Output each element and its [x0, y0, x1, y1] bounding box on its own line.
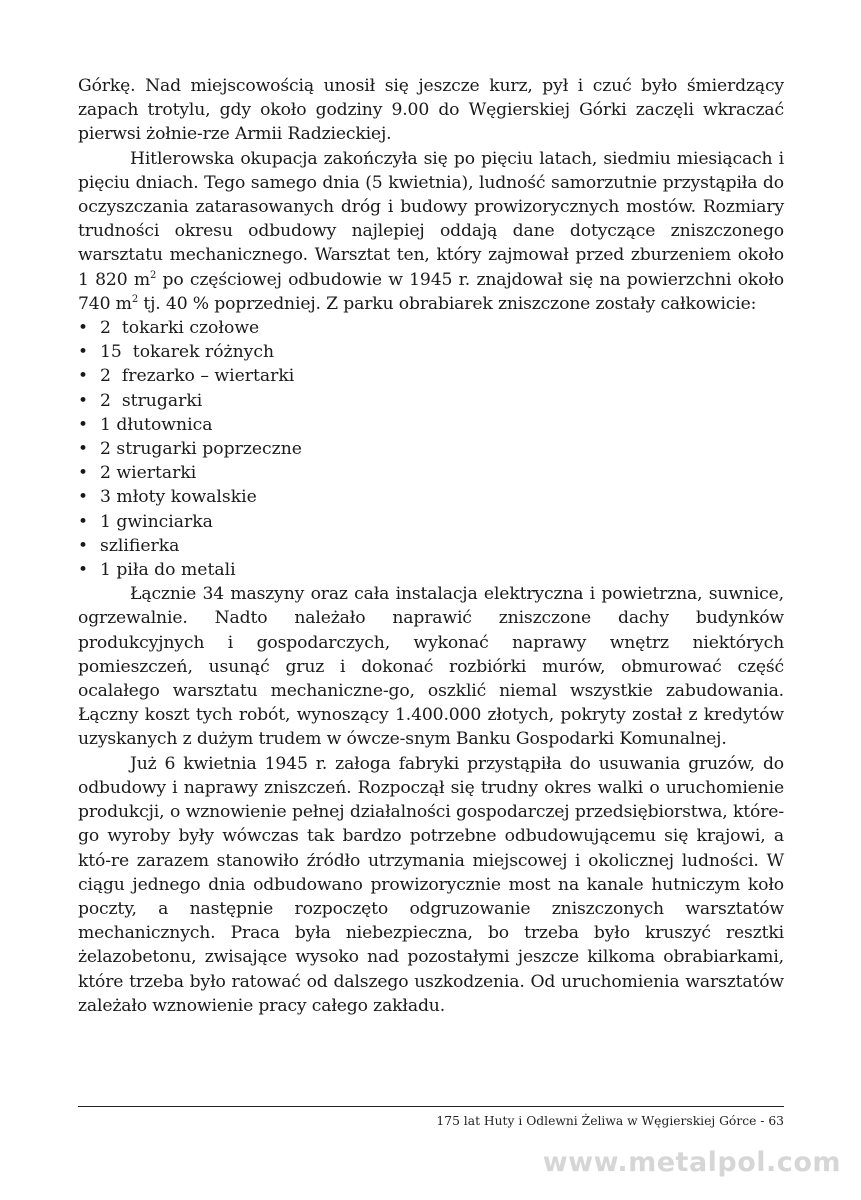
paragraph-1: Górkę. Nad miejscowością unosił się jeszcze kurz, pył i czuć było śmierdzący zapach trotylu, gdy około godziny 9.00 do Węgierskiej Górki zaczęli wkraczać pierwsi żołnie-rze Armii Radzieckiej.: [78, 76, 784, 145]
paragraph-3: Łącznie 34 maszyny oraz cała instalacja elektryczna i powietrzna, suwnice, ogrzewalnie. Nadto należało naprawić zniszczone dachy budynków produkcyjnych i gospodarczych, wykonać naprawy wnętrz niektórych pomieszczeń, usunąć gruz i dokonać rozbiórki murów, obmurować część ocalałego warsztatu mechaniczne-go, oszklić niemal wszystkie zabudowania. Łączny koszt tych robót, wynoszący 1.400.000 złotych, pokryty został z kredytów uzyskanych z dużym trudem w ówcze-snym Banku Gospodarki Komunalnej.: [78, 584, 784, 750]
list-item-text: 1 gwinciarka: [100, 511, 213, 532]
page-body: [78, 74, 784, 1018]
bullet-icon: •: [78, 342, 89, 363]
list-item: [78, 364, 784, 388]
watermark-text: www.metalpol.com: [542, 1147, 841, 1178]
superscript-square-1: 2: [149, 269, 157, 281]
list-item: [78, 534, 784, 558]
bullet-icon: •: [78, 535, 89, 556]
list-item-text: 2 frezarko – wiertarki: [100, 366, 295, 387]
list-item-text: 15 tokarek różnych: [100, 342, 275, 363]
list-item-text: 2 strugarki: [100, 390, 203, 411]
bullet-icon: •: [78, 511, 89, 532]
list-item: [78, 340, 784, 364]
list-item-text: 2 wiertarki: [100, 463, 197, 484]
list-item: [78, 316, 784, 340]
bullet-icon: •: [78, 560, 89, 581]
bullet-icon: •: [78, 414, 89, 435]
paragraph-2-text-a: Hitlerowska okupacja zakończyła się po pięciu latach, siedmiu miesiącach i pięciu dniach. Tego samego dnia (5 kwietnia), ludność samorzutnie przystąpiła do oczyszczania zatarasowanych dróg i budowy prowizorycznych mostów. Rozmiary trudności okresu odbudowy najlepiej oddają dane dotyczące zniszczonego warsztatu mechanicznego. Warsztat ten, który zajmował przed zburzeniem około 1 820 m: [78, 148, 784, 290]
list-item: [78, 485, 784, 509]
footer-running-title: 175 lat Huty i Odlewni Żeliwa w Węgierskiej Górce - 63: [436, 1114, 784, 1128]
list-item: [78, 389, 784, 413]
bullet-icon: •: [78, 318, 89, 339]
bullet-icon: •: [78, 366, 89, 387]
list-item-text: 3 młoty kowalskie: [100, 487, 257, 508]
list-item-text: 1 dłutownica: [100, 414, 213, 435]
paragraph-2: [78, 147, 784, 316]
list-item: [78, 413, 784, 437]
list-item-text: 2 tokarki czołowe: [100, 318, 260, 339]
destroyed-machines-list: [78, 316, 784, 582]
list-item: [78, 558, 784, 582]
list-item: [78, 461, 784, 485]
bullet-icon: •: [78, 439, 89, 460]
footer-rule: [78, 1106, 784, 1107]
paragraph-2-text-b: po częściowej odbudowie w 1945 r. znajdował się na powierzchni około 740 m: [78, 269, 784, 314]
bullet-icon: •: [78, 390, 89, 411]
paragraph-4: Już 6 kwietnia 1945 r. załoga fabryki przystąpiła do usuwania gruzów, do odbudowy i naprawy zniszczeń. Rozpoczął się trudny okres walki o uruchomienie produkcji, o wznowienie pełnej działalności gospodarczej przedsiębiorstwa, które-go wyroby były wówczas tak bardzo potrzebne odbudowującemu się krajowi, a któ-re zarazem stanowiło źródło utrzymania miejscowej i okolicznej ludności. W ciągu jednego dnia odbudowano prowizorycznie most na kanale hutniczym koło poczty, a następnie rozpoczęto odgruzowanie zniszczonych warsztatów mechanicznych. Praca była niebezpieczna, bo trzeba było kruszyć resztki żelazobetonu, zwisające wysoko nad pozostałymi jeszcze kilkoma obrabiarkami, które trzeba było ratować od dalszego uszkodzenia. Od uruchomienia warsztatów zależało wznowienie pracy całego zakładu.: [78, 753, 784, 1016]
list-item: [78, 510, 784, 534]
list-item-text: 2 strugarki poprzeczne: [100, 439, 302, 460]
list-item-text: szlifierka: [100, 535, 180, 556]
list-item: [78, 437, 784, 461]
list-item-text: 1 piła do metali: [100, 560, 236, 581]
paragraph-2-text-c: tj. 40 % poprzedniej. Z parku obrabiarek zniszczone zostały całkowicie:: [138, 293, 757, 314]
bullet-icon: •: [78, 487, 89, 508]
superscript-square-2: 2: [131, 293, 139, 305]
bullet-icon: •: [78, 463, 89, 484]
